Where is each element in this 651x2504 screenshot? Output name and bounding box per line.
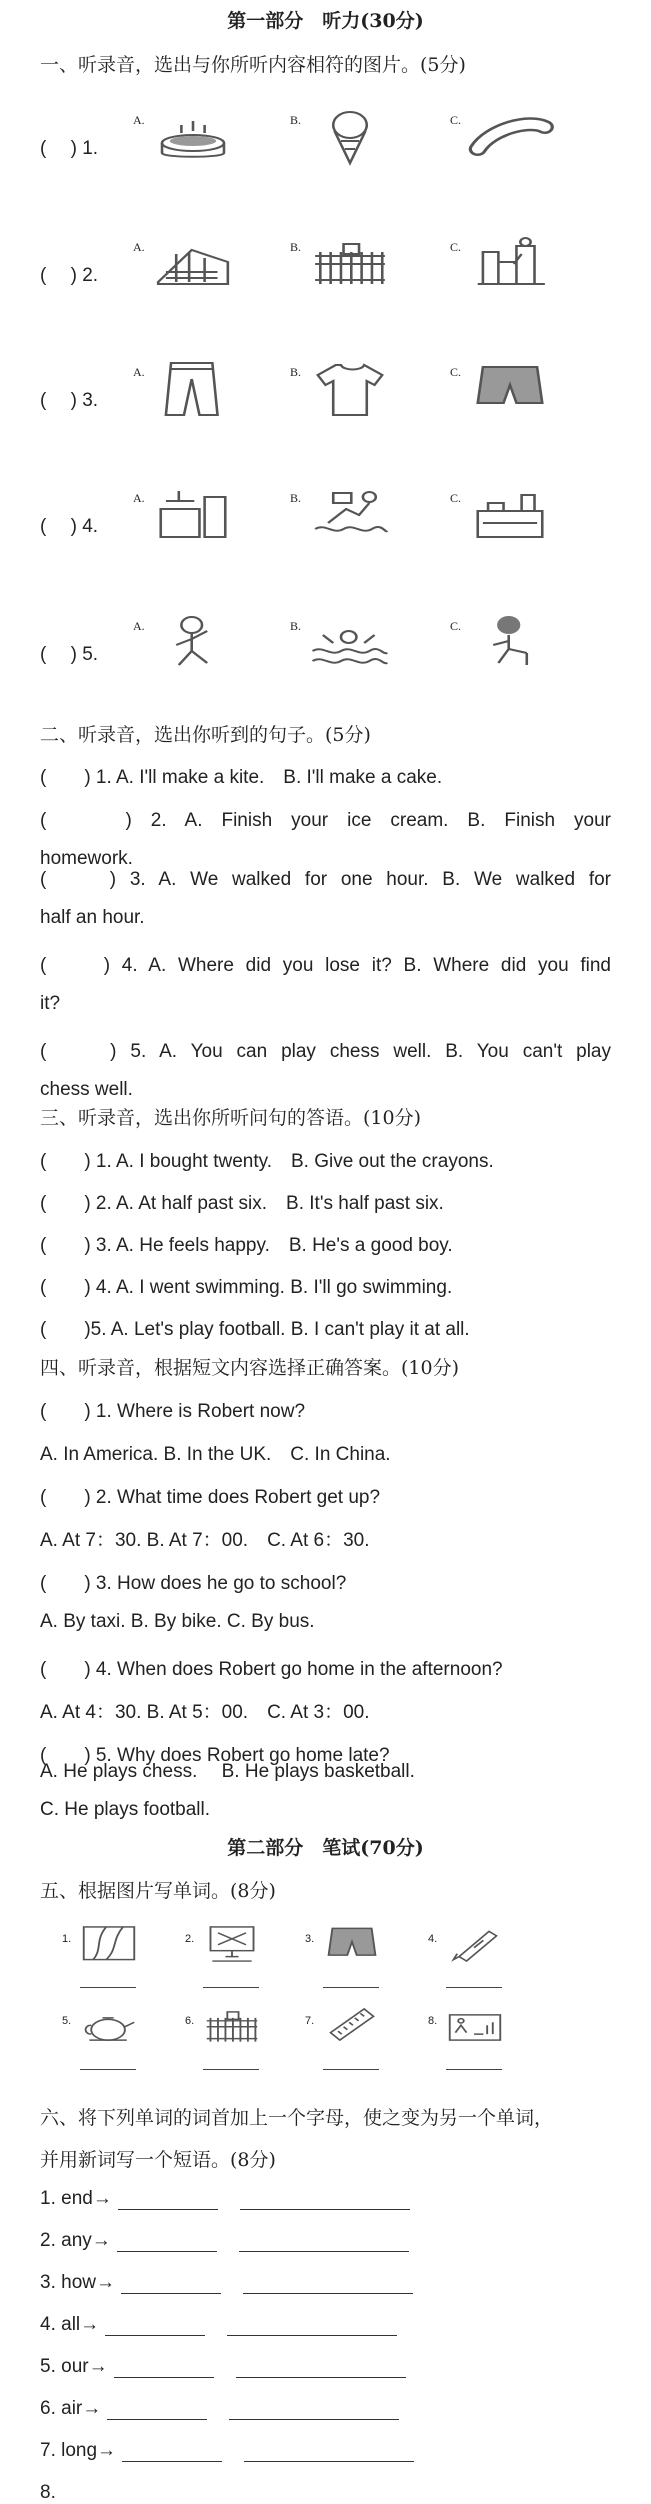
playground-icon xyxy=(470,232,550,294)
section5-heading: 五、根据图片写单词。(8分) xyxy=(40,1880,276,1902)
shorts-icon xyxy=(323,1921,381,1967)
new-word-blank[interactable] xyxy=(117,2233,217,2252)
text-line: A. At 4：30. B. At 5：00. C. At 3：00. xyxy=(40,1702,370,1723)
word-prompt: 6. air→ xyxy=(40,2398,102,2419)
text-line: ( ) 2. A. At half past six. B. It's half past six. xyxy=(40,1193,444,1214)
teapot-icon xyxy=(80,2003,138,2049)
phrase-blank[interactable] xyxy=(239,2233,409,2252)
word-prompt: 5. our→ xyxy=(40,2356,108,2377)
option-letter: A. xyxy=(133,365,145,379)
option-letter: A. xyxy=(133,619,145,633)
option-letter: B. xyxy=(290,365,302,379)
question-number: ( ) 3. xyxy=(40,390,99,411)
answer-blank[interactable] xyxy=(323,2069,379,2070)
new-word-blank[interactable] xyxy=(107,2401,207,2420)
text-line: half an hour. xyxy=(40,907,145,928)
text-line: ( ) 1. Where is Robert now? xyxy=(40,1401,306,1422)
answer-blank[interactable] xyxy=(446,2069,502,2070)
option-letter: B. xyxy=(290,619,302,633)
text-line: ( ) 3. A. We walked for one hour. B. We walked for xyxy=(40,869,611,890)
text-line: ( ) 4. When does Robert go home in the afternoon? xyxy=(40,1659,503,1680)
option-letter: A. xyxy=(133,240,145,254)
word-prompt: 1. end→ xyxy=(40,2188,112,2209)
ruler-icon xyxy=(323,2003,381,2049)
toothpaste-icon xyxy=(446,1921,504,1967)
option-letter: C. xyxy=(450,619,462,633)
t-shirt-icon xyxy=(310,357,390,419)
text-line: ( ) 2. What time does Robert get up? xyxy=(40,1487,381,1508)
option-letter: C. xyxy=(450,491,462,505)
fence-icon xyxy=(203,2003,261,2049)
option-letter: C. xyxy=(450,113,462,127)
text-line: ( ) 4. A. I went swimming. B. I'll go swimming. xyxy=(40,1277,453,1298)
item-number: 4. xyxy=(428,1933,438,1945)
item-number: 7. xyxy=(305,2015,315,2027)
sink-icon xyxy=(470,483,550,545)
option-letter: A. xyxy=(133,113,145,127)
phrase-blank[interactable] xyxy=(240,2191,410,2210)
sausage-icon xyxy=(470,105,550,167)
phrase-blank[interactable] xyxy=(236,2359,406,2378)
section2-heading: 二、听录音，选出你听到的句子。(5分) xyxy=(40,724,371,746)
ice-cream-icon xyxy=(310,105,390,167)
word-row xyxy=(40,2230,611,2252)
phrase-blank[interactable] xyxy=(244,2443,414,2462)
section3-heading: 三、听录音，选出你所听问句的答语。(10分) xyxy=(40,1107,422,1129)
answer-blank[interactable] xyxy=(203,2069,259,2070)
section1-heading: 一、听录音，选出与你所听内容相符的图片。(5分) xyxy=(40,54,466,76)
swimming-icon xyxy=(310,611,390,673)
item-number: 8. xyxy=(428,2015,438,2027)
answer-blank[interactable] xyxy=(203,1987,259,1988)
text-line: ( ) 5. A. You can play chess well. B. You can't play xyxy=(40,1041,611,1062)
text-line: ( )5. A. Let's play football. B. I can't play it at all. xyxy=(40,1319,470,1340)
text-line: ( ) 1. A. I'll make a kite. B. I'll make a cake. xyxy=(40,767,443,788)
item-number: 3. xyxy=(305,1933,315,1945)
computer-icon xyxy=(203,1921,261,1967)
word-row xyxy=(40,2272,611,2294)
text-line: ( ) 2. A. Finish your ice cream. B. Finish your xyxy=(40,810,611,831)
sitting-boy-icon xyxy=(470,611,550,673)
trousers-icon xyxy=(153,357,233,419)
text-line: A. He plays chess. B. He plays basketball. xyxy=(40,1761,415,1782)
word-row xyxy=(40,2188,611,2210)
item-number: 5. xyxy=(62,2015,72,2027)
phrase-blank[interactable] xyxy=(243,2275,413,2294)
question-number: ( ) 1. xyxy=(40,138,99,159)
new-word-blank[interactable] xyxy=(121,2275,221,2294)
swimmer-icon xyxy=(310,483,390,545)
text-line: it? xyxy=(40,993,61,1014)
text-line: ( ) 4. A. Where did you lose it? B. Where did you find xyxy=(40,955,611,976)
word-row xyxy=(40,2356,611,2378)
answer-blank[interactable] xyxy=(80,1987,136,1988)
park-icon xyxy=(446,2003,504,2049)
text-line: A. By taxi. B. By bike. C. By bus. xyxy=(40,1611,315,1632)
word-row xyxy=(40,2482,611,2504)
text-line: ( ) 5. Why does Robert go home late? xyxy=(40,1745,390,1766)
phrase-blank[interactable] xyxy=(227,2317,397,2336)
part2-title: 第二部分 笔试(70分) xyxy=(227,1837,424,1859)
question-number: ( ) 2. xyxy=(40,265,99,286)
new-word-blank[interactable] xyxy=(114,2359,214,2378)
part1-title: 第一部分 听力(30分) xyxy=(227,10,424,32)
item-number: 2. xyxy=(185,1933,195,1945)
phrase-blank[interactable] xyxy=(229,2401,399,2420)
road-icon xyxy=(80,1921,138,1967)
text-line: ( ) 3. How does he go to school? xyxy=(40,1573,347,1594)
word-prompt: 7. long→ xyxy=(40,2440,117,2461)
section4-heading: 四、听录音，根据短文内容选择正确答案。(10分) xyxy=(40,1357,460,1379)
text-line: ( ) 1. A. I bought twenty. B. Give out the crayons. xyxy=(40,1151,494,1172)
text-line: A. At 7：30. B. At 7：00. C. At 6：30. xyxy=(40,1530,370,1551)
option-letter: C. xyxy=(450,365,462,379)
word-prompt: 4. all→ xyxy=(40,2314,100,2335)
item-number: 6. xyxy=(185,2015,195,2027)
option-letter: B. xyxy=(290,113,302,127)
option-letter: A. xyxy=(133,491,145,505)
answer-blank[interactable] xyxy=(80,2069,136,2070)
word-row xyxy=(40,2440,611,2462)
building-icon xyxy=(153,232,233,294)
running-boy-icon xyxy=(153,611,233,673)
text-line: A. In America. B. In the UK. C. In China. xyxy=(40,1444,391,1465)
question-number: ( ) 5. xyxy=(40,644,99,665)
kitchen-icon xyxy=(153,483,233,545)
word-row xyxy=(40,2398,611,2420)
word-prompt: 2. any→ xyxy=(40,2230,111,2251)
text-line: homework. xyxy=(40,848,133,869)
section6-heading-line2: 并用新词写一个短语。(8分) xyxy=(40,2149,276,2171)
word-prompt: 3. how→ xyxy=(40,2272,115,2293)
text-line: chess well. xyxy=(40,1079,133,1100)
new-word-blank[interactable] xyxy=(105,2317,205,2336)
cake-icon xyxy=(153,105,233,167)
option-letter: B. xyxy=(290,491,302,505)
answer-blank[interactable] xyxy=(446,1987,502,1988)
item-number: 1. xyxy=(62,1933,72,1945)
new-word-blank[interactable] xyxy=(122,2443,222,2462)
answer-blank[interactable] xyxy=(323,1987,379,1988)
fence-icon xyxy=(310,232,390,294)
word-row xyxy=(40,2314,611,2336)
new-word-blank[interactable] xyxy=(118,2191,218,2210)
option-letter: B. xyxy=(290,240,302,254)
text-line: C. He plays football. xyxy=(40,1799,211,1820)
question-number: ( ) 4. xyxy=(40,516,99,537)
text-line: ( ) 3. A. He feels happy. B. He's a good boy. xyxy=(40,1235,453,1256)
shorts-icon xyxy=(470,357,550,419)
option-letter: C. xyxy=(450,240,462,254)
word-prompt: 8. xyxy=(40,2482,56,2503)
section6-heading-line1: 六、将下列单词的词首加上一个字母，使之变为另一个单词， xyxy=(40,2107,554,2129)
